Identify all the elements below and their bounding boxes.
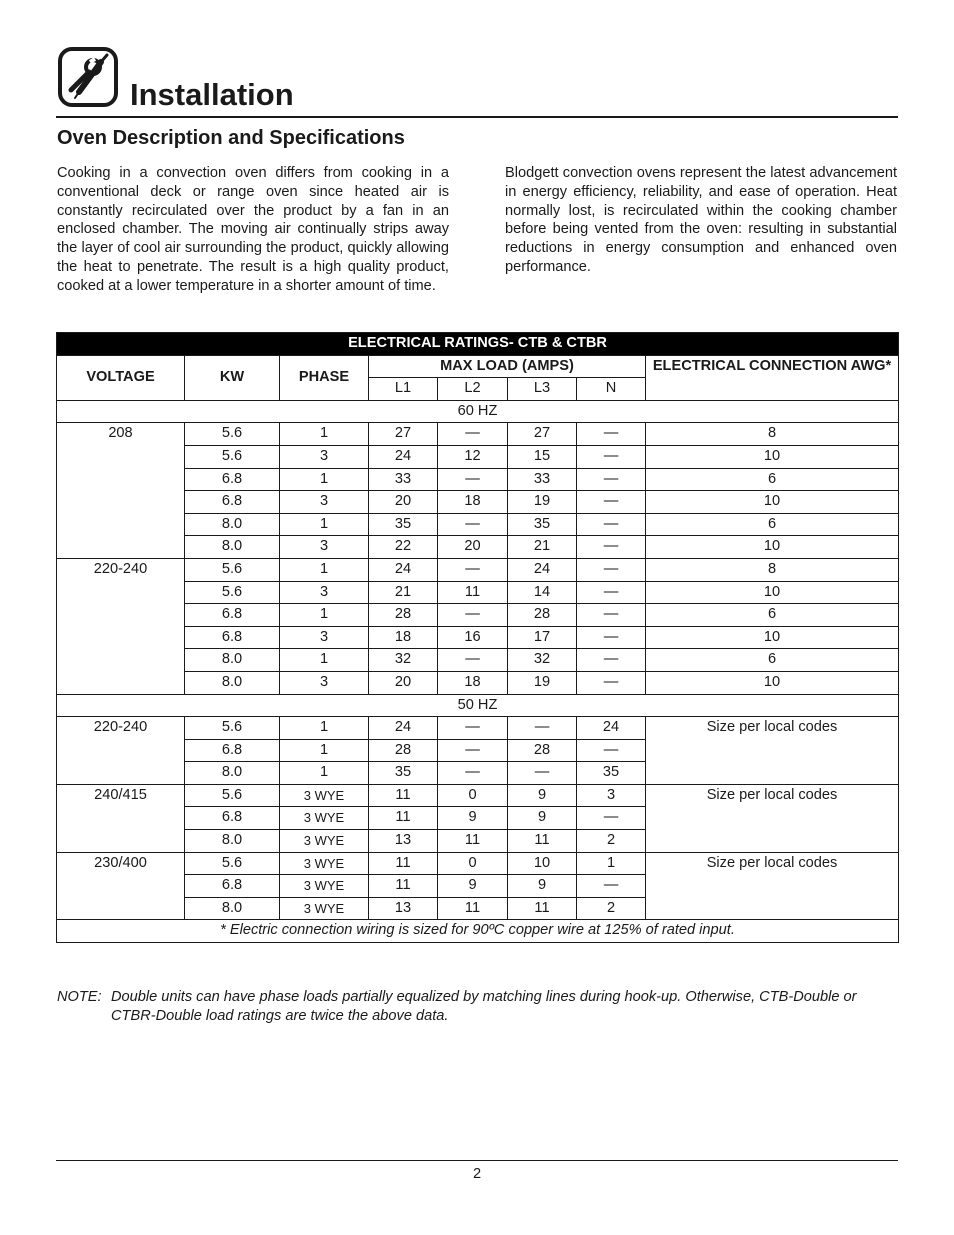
- awg-cell: 10: [646, 536, 899, 559]
- n-cell: —: [577, 445, 646, 468]
- l2-cell: 18: [438, 491, 508, 514]
- table-caption: ELECTRICAL RATINGS- CTB & CTBR: [57, 333, 899, 356]
- phase-cell: 3: [280, 671, 369, 694]
- phase-cell: 3 WYE: [280, 897, 369, 920]
- kw-cell: 6.8: [185, 807, 280, 830]
- section-row: [57, 400, 899, 423]
- electrical-ratings-table: [56, 332, 899, 943]
- l1-cell: 28: [369, 604, 438, 627]
- l1-cell: 32: [369, 649, 438, 672]
- l2-cell: 12: [438, 445, 508, 468]
- awg-cell: 10: [646, 581, 899, 604]
- n-cell: 1: [577, 852, 646, 875]
- awg-cell: 8: [646, 558, 899, 581]
- n-cell: —: [577, 649, 646, 672]
- phase-cell: 3: [280, 445, 369, 468]
- kw-cell: 5.6: [185, 581, 280, 604]
- kw-cell: 8.0: [185, 897, 280, 920]
- kw-cell: 6.8: [185, 491, 280, 514]
- phase-cell: 1: [280, 649, 369, 672]
- column-header-kw: KW: [185, 355, 280, 400]
- l1-cell: 28: [369, 739, 438, 762]
- l3-cell: 9: [508, 807, 577, 830]
- l3-cell: 14: [508, 581, 577, 604]
- section-label: 60 HZ: [57, 400, 899, 423]
- awg-cell: 10: [646, 491, 899, 514]
- n-cell: 2: [577, 830, 646, 853]
- l1-cell: 20: [369, 671, 438, 694]
- column-header-max-load: MAX LOAD (AMPS): [369, 355, 646, 378]
- l2-cell: 11: [438, 581, 508, 604]
- l2-cell: 16: [438, 626, 508, 649]
- awg-cell: 10: [646, 626, 899, 649]
- table-footnote: * Electric connection wiring is sized for 90ºC copper wire at 125% of rated input.: [57, 920, 899, 943]
- awg-cell: 6: [646, 649, 899, 672]
- note-text: Double units can have phase loads partially equalized by matching lines during hook-up. Otherwise, CTB-Double or CTBR-Double load ratings are twice the above data.: [111, 989, 857, 1025]
- l3-cell: 11: [508, 897, 577, 920]
- l1-cell: 11: [369, 784, 438, 807]
- table-row: [57, 558, 899, 581]
- kw-cell: 8.0: [185, 671, 280, 694]
- l1-cell: 18: [369, 626, 438, 649]
- l2-cell: —: [438, 423, 508, 446]
- l3-cell: 15: [508, 445, 577, 468]
- l1-cell: 35: [369, 513, 438, 536]
- phase-cell: 1: [280, 762, 369, 785]
- intro-paragraph-left: Cooking in a convection oven differs from cooking in a conventional deck or range oven since heated air is constantly recirculated over the product by a fan in an enclosed chamber. The moving air continually strips away the layer of cool air surrounding the product, quickly allowing the heat to penetrate. The result is a high quality product, cooked at a lower temperature in a shorter amount of time.: [57, 165, 449, 294]
- l1-cell: 24: [369, 717, 438, 740]
- awg-cell: 8: [646, 423, 899, 446]
- n-cell: —: [577, 626, 646, 649]
- l3-cell: 32: [508, 649, 577, 672]
- l3-cell: 35: [508, 513, 577, 536]
- l3-cell: 28: [508, 604, 577, 627]
- kw-cell: 5.6: [185, 423, 280, 446]
- l2-cell: 0: [438, 852, 508, 875]
- column-header-phase: PHASE: [280, 355, 369, 400]
- voltage-cell: 220-240: [57, 558, 185, 694]
- awg-cell: 10: [646, 671, 899, 694]
- kw-cell: 6.8: [185, 739, 280, 762]
- kw-cell: 6.8: [185, 626, 280, 649]
- phase-cell: 1: [280, 513, 369, 536]
- phase-cell: 3: [280, 626, 369, 649]
- n-cell: —: [577, 875, 646, 898]
- kw-cell: 5.6: [185, 717, 280, 740]
- n-cell: —: [577, 536, 646, 559]
- kw-cell: 6.8: [185, 875, 280, 898]
- n-cell: 35: [577, 762, 646, 785]
- phase-cell: 3 WYE: [280, 784, 369, 807]
- kw-cell: 5.6: [185, 558, 280, 581]
- phase-cell: 3 WYE: [280, 830, 369, 853]
- l2-cell: —: [438, 513, 508, 536]
- voltage-cell: 240/415: [57, 784, 185, 852]
- column-header-connection: ELECTRICAL CONNECTION AWG*: [646, 355, 899, 400]
- l2-cell: 9: [438, 807, 508, 830]
- page-number: 2: [472, 1166, 482, 1182]
- l3-cell: 28: [508, 739, 577, 762]
- section-title: Oven Description and Specifications: [57, 127, 405, 149]
- awg-cell: 10: [646, 445, 899, 468]
- table-row: [57, 852, 899, 875]
- n-cell: —: [577, 739, 646, 762]
- l1-cell: 11: [369, 852, 438, 875]
- column-header-voltage: VOLTAGE: [57, 355, 185, 400]
- n-cell: 2: [577, 897, 646, 920]
- note: [57, 988, 898, 1027]
- voltage-cell: 220-240: [57, 717, 185, 785]
- l2-cell: —: [438, 558, 508, 581]
- intro-paragraph-right: Blodgett convection ovens represent the latest advancement in energy efficiency, reliability, and ease of operation. Heat normally lost, is recirculated within the cooking chamber before being vented from the oven: resulting in substantial reductions in energy consumption and enhanced oven performance.: [505, 165, 897, 275]
- kw-cell: 6.8: [185, 604, 280, 627]
- table-row: [57, 784, 899, 807]
- phase-cell: 1: [280, 423, 369, 446]
- l3-cell: 24: [508, 558, 577, 581]
- phase-cell: 3: [280, 491, 369, 514]
- column-header-l2: L2: [438, 378, 508, 401]
- l3-cell: 11: [508, 830, 577, 853]
- l3-cell: 9: [508, 875, 577, 898]
- kw-cell: 8.0: [185, 649, 280, 672]
- phase-cell: 1: [280, 739, 369, 762]
- l2-cell: 11: [438, 830, 508, 853]
- table-row: [57, 717, 899, 740]
- n-cell: —: [577, 491, 646, 514]
- n-cell: —: [577, 423, 646, 446]
- section-label: 50 HZ: [57, 694, 899, 717]
- awg-cell: 6: [646, 468, 899, 491]
- phase-cell: 3 WYE: [280, 875, 369, 898]
- voltage-cell: 230/400: [57, 852, 185, 920]
- n-cell: —: [577, 807, 646, 830]
- phase-cell: 1: [280, 717, 369, 740]
- l1-cell: 21: [369, 581, 438, 604]
- l2-cell: —: [438, 468, 508, 491]
- kw-cell: 6.8: [185, 468, 280, 491]
- section-row: [57, 694, 899, 717]
- l2-cell: 20: [438, 536, 508, 559]
- kw-cell: 8.0: [185, 536, 280, 559]
- awg-cell: Size per local codes: [646, 784, 899, 852]
- l3-cell: —: [508, 762, 577, 785]
- kw-cell: 8.0: [185, 830, 280, 853]
- l1-cell: 27: [369, 423, 438, 446]
- phase-cell: 3: [280, 581, 369, 604]
- l2-cell: —: [438, 762, 508, 785]
- l1-cell: 24: [369, 558, 438, 581]
- n-cell: —: [577, 513, 646, 536]
- l3-cell: 19: [508, 671, 577, 694]
- l1-cell: 33: [369, 468, 438, 491]
- l2-cell: 9: [438, 875, 508, 898]
- phase-cell: 1: [280, 604, 369, 627]
- l1-cell: 20: [369, 491, 438, 514]
- column-header-l1: L1: [369, 378, 438, 401]
- n-cell: 3: [577, 784, 646, 807]
- l1-cell: 13: [369, 830, 438, 853]
- l1-cell: 22: [369, 536, 438, 559]
- l3-cell: —: [508, 717, 577, 740]
- page-title: Installation: [130, 77, 294, 112]
- phase-cell: 3 WYE: [280, 852, 369, 875]
- table-row: [57, 423, 899, 446]
- l1-cell: 11: [369, 807, 438, 830]
- l2-cell: —: [438, 604, 508, 627]
- l2-cell: —: [438, 739, 508, 762]
- column-header-n: N: [577, 378, 646, 401]
- phase-cell: 1: [280, 558, 369, 581]
- kw-cell: 8.0: [185, 513, 280, 536]
- n-cell: —: [577, 468, 646, 491]
- l1-cell: 11: [369, 875, 438, 898]
- n-cell: —: [577, 604, 646, 627]
- awg-cell: 6: [646, 604, 899, 627]
- table-body: [57, 400, 899, 920]
- n-cell: 24: [577, 717, 646, 740]
- kw-cell: 5.6: [185, 784, 280, 807]
- note-label: NOTE:: [57, 989, 102, 1005]
- l3-cell: 27: [508, 423, 577, 446]
- voltage-cell: 208: [57, 423, 185, 559]
- l3-cell: 17: [508, 626, 577, 649]
- l3-cell: 10: [508, 852, 577, 875]
- l2-cell: 11: [438, 897, 508, 920]
- l3-cell: 21: [508, 536, 577, 559]
- column-header-l3: L3: [508, 378, 577, 401]
- l2-cell: —: [438, 649, 508, 672]
- phase-cell: 3: [280, 536, 369, 559]
- l2-cell: —: [438, 717, 508, 740]
- awg-cell: 6: [646, 513, 899, 536]
- wrench-screwdriver-icon: [57, 46, 119, 108]
- l1-cell: 13: [369, 897, 438, 920]
- phase-cell: 3 WYE: [280, 807, 369, 830]
- phase-cell: 1: [280, 468, 369, 491]
- l1-cell: 35: [369, 762, 438, 785]
- l3-cell: 33: [508, 468, 577, 491]
- l2-cell: 18: [438, 671, 508, 694]
- n-cell: —: [577, 581, 646, 604]
- l3-cell: 9: [508, 784, 577, 807]
- l3-cell: 19: [508, 491, 577, 514]
- awg-cell: Size per local codes: [646, 852, 899, 920]
- kw-cell: 5.6: [185, 445, 280, 468]
- n-cell: —: [577, 671, 646, 694]
- l2-cell: 0: [438, 784, 508, 807]
- footer-rule: [56, 1160, 898, 1161]
- kw-cell: 8.0: [185, 762, 280, 785]
- n-cell: —: [577, 558, 646, 581]
- awg-cell: Size per local codes: [646, 717, 899, 785]
- header-rule: [56, 116, 898, 118]
- kw-cell: 5.6: [185, 852, 280, 875]
- l1-cell: 24: [369, 445, 438, 468]
